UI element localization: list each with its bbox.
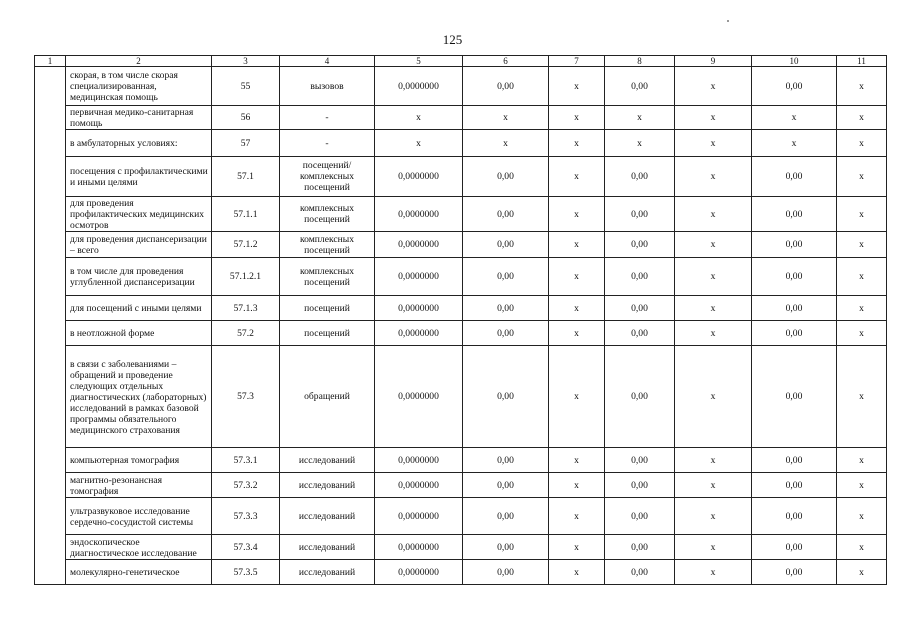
- col7-value: x: [549, 258, 605, 296]
- col7-value: x: [549, 448, 605, 473]
- column-number: 7: [549, 56, 605, 67]
- col9-value: x: [675, 130, 752, 157]
- row-code: 55: [212, 67, 280, 106]
- column-number: 6: [463, 56, 549, 67]
- col7-value: x: [549, 473, 605, 498]
- col9-value: x: [675, 232, 752, 258]
- row-name: молекулярно-генетическое: [66, 560, 212, 585]
- row-name: в амбулаторных условиях:: [66, 130, 212, 157]
- col9-value: x: [675, 157, 752, 197]
- col10-value: x: [752, 130, 837, 157]
- row-code: 57.2: [212, 321, 280, 346]
- col6-value: x: [463, 130, 549, 157]
- table-row: [35, 296, 887, 321]
- col11-value: x: [837, 232, 887, 258]
- row-code: 57.1.3: [212, 296, 280, 321]
- row-section-cell: [35, 346, 66, 448]
- col10-value: 0,00: [752, 473, 837, 498]
- col10-value: 0,00: [752, 560, 837, 585]
- col6-value: 0,00: [463, 498, 549, 535]
- col5-value: 0,0000000: [375, 67, 463, 106]
- col5-value: 0,0000000: [375, 473, 463, 498]
- col10-value: 0,00: [752, 321, 837, 346]
- row-section-cell: [35, 258, 66, 296]
- col8-value: 0,00: [605, 535, 675, 560]
- row-section-cell: [35, 197, 66, 232]
- row-code: 57.1.2: [212, 232, 280, 258]
- col9-value: x: [675, 197, 752, 232]
- table-row: [35, 197, 887, 232]
- col8-value: 0,00: [605, 157, 675, 197]
- col8-value: 0,00: [605, 232, 675, 258]
- col7-value: x: [549, 232, 605, 258]
- col6-value: 0,00: [463, 258, 549, 296]
- col11-value: x: [837, 106, 887, 130]
- column-number: 3: [212, 56, 280, 67]
- col9-value: x: [675, 296, 752, 321]
- col5-value: 0,0000000: [375, 498, 463, 535]
- table-row: [35, 67, 887, 106]
- column-number: 9: [675, 56, 752, 67]
- row-unit: исследований: [280, 560, 375, 585]
- col8-value: 0,00: [605, 498, 675, 535]
- column-number: 1: [35, 56, 66, 67]
- col5-value: 0,0000000: [375, 346, 463, 448]
- column-number: 8: [605, 56, 675, 67]
- col9-value: x: [675, 258, 752, 296]
- scan-speck: [727, 20, 729, 22]
- table-row: [35, 448, 887, 473]
- table-row: [35, 321, 887, 346]
- row-section-cell: [35, 130, 66, 157]
- col8-value: x: [605, 106, 675, 130]
- row-section-cell: [35, 106, 66, 130]
- col6-value: 0,00: [463, 232, 549, 258]
- col6-value: 0,00: [463, 321, 549, 346]
- table-row: [35, 535, 887, 560]
- col11-value: x: [837, 346, 887, 448]
- col11-value: x: [837, 535, 887, 560]
- page-number: 125: [442, 32, 463, 47]
- col5-value: 0,0000000: [375, 321, 463, 346]
- table-header-row: [35, 56, 887, 67]
- table-row: [35, 232, 887, 258]
- col5-value: 0,0000000: [375, 535, 463, 560]
- col8-value: 0,00: [605, 258, 675, 296]
- row-section-cell: [35, 321, 66, 346]
- col11-value: x: [837, 560, 887, 585]
- row-code: 57.3.5: [212, 560, 280, 585]
- row-section-cell: [35, 296, 66, 321]
- row-name: посещения с профилактическими и иными целями: [66, 157, 212, 197]
- table-row: [35, 130, 887, 157]
- col7-value: x: [549, 67, 605, 106]
- row-unit: -: [280, 106, 375, 130]
- row-name: ультразвуковое исследование сердечно-сосудистой системы: [66, 498, 212, 535]
- col7-value: x: [549, 560, 605, 585]
- row-code: 57.3.3: [212, 498, 280, 535]
- row-section-cell: [35, 448, 66, 473]
- col9-value: x: [675, 498, 752, 535]
- col6-value: 0,00: [463, 296, 549, 321]
- row-unit: комплексных посещений: [280, 197, 375, 232]
- row-unit: исследований: [280, 498, 375, 535]
- col9-value: x: [675, 448, 752, 473]
- col7-value: x: [549, 346, 605, 448]
- row-section-cell: [35, 535, 66, 560]
- col9-value: x: [675, 560, 752, 585]
- col6-value: 0,00: [463, 560, 549, 585]
- col6-value: 0,00: [463, 67, 549, 106]
- col10-value: 0,00: [752, 157, 837, 197]
- column-number: 5: [375, 56, 463, 67]
- col10-value: 0,00: [752, 67, 837, 106]
- row-name: эндоскопическое диагностическое исследование: [66, 535, 212, 560]
- col7-value: x: [549, 498, 605, 535]
- row-section-cell: [35, 232, 66, 258]
- row-name: для посещений с иными целями: [66, 296, 212, 321]
- row-code: 57.3.1: [212, 448, 280, 473]
- col7-value: x: [549, 106, 605, 130]
- col6-value: 0,00: [463, 448, 549, 473]
- col5-value: 0,0000000: [375, 296, 463, 321]
- col10-value: 0,00: [752, 232, 837, 258]
- table-row: [35, 346, 887, 448]
- col11-value: x: [837, 448, 887, 473]
- row-section-cell: [35, 560, 66, 585]
- table-row: [35, 106, 887, 130]
- col10-value: x: [752, 106, 837, 130]
- row-unit: вызовов: [280, 67, 375, 106]
- col8-value: 0,00: [605, 448, 675, 473]
- table-row: [35, 473, 887, 498]
- row-name: в связи с заболеваниями – обращений и проведение следующих отдельных диагностических (лабораторных) исследований в рамках базовой программы обязательного медицинского страхования: [66, 346, 212, 448]
- col7-value: x: [549, 130, 605, 157]
- column-number: 4: [280, 56, 375, 67]
- col9-value: x: [675, 67, 752, 106]
- col5-value: 0,0000000: [375, 448, 463, 473]
- row-unit: исследований: [280, 473, 375, 498]
- row-unit: посещений/комплексных посещений: [280, 157, 375, 197]
- col6-value: 0,00: [463, 197, 549, 232]
- row-code: 57.1: [212, 157, 280, 197]
- col10-value: 0,00: [752, 535, 837, 560]
- col11-value: x: [837, 498, 887, 535]
- table-row: [35, 498, 887, 535]
- row-name: магнитно-резонансная томография: [66, 473, 212, 498]
- row-name: для проведения профилактических медицинских осмотров: [66, 197, 212, 232]
- row-unit: исследований: [280, 448, 375, 473]
- table-row: [35, 258, 887, 296]
- col11-value: x: [837, 197, 887, 232]
- col10-value: 0,00: [752, 296, 837, 321]
- col5-value: 0,0000000: [375, 197, 463, 232]
- col11-value: x: [837, 67, 887, 106]
- col9-value: x: [675, 346, 752, 448]
- col8-value: 0,00: [605, 560, 675, 585]
- col8-value: 0,00: [605, 197, 675, 232]
- col6-value: 0,00: [463, 346, 549, 448]
- col6-value: 0,00: [463, 473, 549, 498]
- col11-value: x: [837, 130, 887, 157]
- row-name: в том числе для проведения углубленной диспансеризации: [66, 258, 212, 296]
- row-code: 57.3: [212, 346, 280, 448]
- table-body: [35, 56, 887, 585]
- col7-value: x: [549, 197, 605, 232]
- col8-value: 0,00: [605, 473, 675, 498]
- row-unit: -: [280, 130, 375, 157]
- row-code: 57: [212, 130, 280, 157]
- row-section-cell: [35, 498, 66, 535]
- col11-value: x: [837, 321, 887, 346]
- col5-value: x: [375, 130, 463, 157]
- column-number: 2: [66, 56, 212, 67]
- row-unit: обращений: [280, 346, 375, 448]
- row-code: 56: [212, 106, 280, 130]
- col5-value: 0,0000000: [375, 232, 463, 258]
- col5-value: 0,0000000: [375, 157, 463, 197]
- col7-value: x: [549, 535, 605, 560]
- row-code: 57.1.2.1: [212, 258, 280, 296]
- row-name: компьютерная томография: [66, 448, 212, 473]
- col10-value: 0,00: [752, 258, 837, 296]
- table-row: [35, 157, 887, 197]
- col8-value: 0,00: [605, 296, 675, 321]
- col10-value: 0,00: [752, 346, 837, 448]
- col7-value: x: [549, 296, 605, 321]
- table-row: [35, 560, 887, 585]
- row-code: 57.3.4: [212, 535, 280, 560]
- col5-value: 0,0000000: [375, 258, 463, 296]
- row-unit: комплексных посещений: [280, 258, 375, 296]
- row-section-cell: [35, 157, 66, 197]
- col10-value: 0,00: [752, 448, 837, 473]
- row-unit: посещений: [280, 296, 375, 321]
- column-number: 11: [837, 56, 887, 67]
- col8-value: 0,00: [605, 321, 675, 346]
- row-section-cell: [35, 67, 66, 106]
- row-unit: посещений: [280, 321, 375, 346]
- col5-value: x: [375, 106, 463, 130]
- col8-value: 0,00: [605, 346, 675, 448]
- row-name: для проведения диспансеризации – всего: [66, 232, 212, 258]
- column-number: 10: [752, 56, 837, 67]
- row-unit: исследований: [280, 535, 375, 560]
- col11-value: x: [837, 473, 887, 498]
- col6-value: 0,00: [463, 535, 549, 560]
- data-table: [34, 55, 887, 585]
- row-section-cell: [35, 473, 66, 498]
- col6-value: 0,00: [463, 157, 549, 197]
- row-name: в неотложной форме: [66, 321, 212, 346]
- row-code: 57.3.2: [212, 473, 280, 498]
- col9-value: x: [675, 473, 752, 498]
- col8-value: x: [605, 130, 675, 157]
- col11-value: x: [837, 157, 887, 197]
- row-name: скорая, в том числе скорая специализированная, медицинская помощь: [66, 67, 212, 106]
- col7-value: x: [549, 157, 605, 197]
- col9-value: x: [675, 535, 752, 560]
- col10-value: 0,00: [752, 498, 837, 535]
- row-name: первичная медико-санитарная помощь: [66, 106, 212, 130]
- row-unit: комплексных посещений: [280, 232, 375, 258]
- col5-value: 0,0000000: [375, 560, 463, 585]
- col11-value: x: [837, 258, 887, 296]
- col7-value: x: [549, 321, 605, 346]
- col9-value: x: [675, 321, 752, 346]
- col6-value: x: [463, 106, 549, 130]
- col8-value: 0,00: [605, 67, 675, 106]
- col9-value: x: [675, 106, 752, 130]
- col11-value: x: [837, 296, 887, 321]
- col10-value: 0,00: [752, 197, 837, 232]
- row-code: 57.1.1: [212, 197, 280, 232]
